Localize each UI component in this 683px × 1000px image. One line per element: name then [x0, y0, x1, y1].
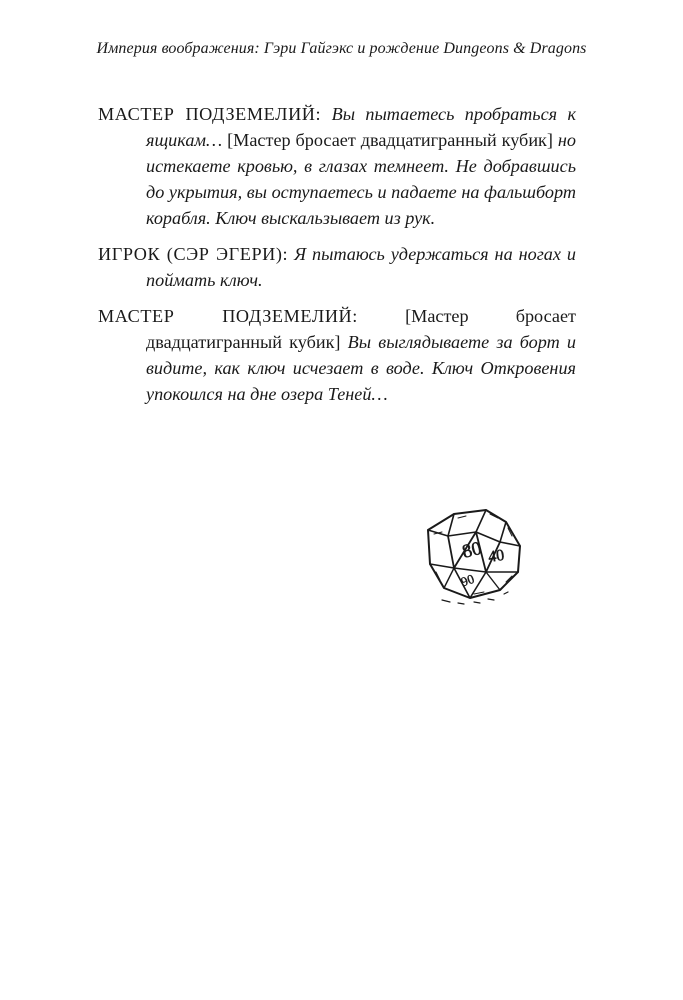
line-text: но истекаете кровью, в глазах темнеет. Не добравшись до укрытия, вы оступаетесь и падаете на фальшборт корабля. Ключ выскальзывает из рук.: [146, 130, 576, 228]
stage-direction: [Мастер бросает двадцатигранный кубик]: [227, 130, 553, 150]
die-face-number: 40: [487, 546, 506, 566]
line-text: Вы выглядываете за борт и видите, как ключ исчезает в воде. Ключ Откровения упокоился на дне озера Теней…: [146, 332, 576, 404]
dialogue-entry: [98, 241, 576, 293]
percentile-die-icon: [414, 502, 534, 606]
line-text: Вы пытаетесь пробраться к ящикам…: [146, 104, 576, 150]
speaker-label: ИГРОК (СЭР ЭГЕРИ):: [98, 244, 289, 264]
running-head: Империя воображения: Гэри Гайгэкс и рождение Dungeons & Dragons: [96, 40, 587, 57]
dialogue-body: [98, 101, 576, 417]
speaker-label: МАСТЕР ПОДЗЕМЕЛИЙ:: [98, 104, 322, 124]
dialogue-entry: [98, 303, 576, 407]
die-face-number: 80: [460, 537, 484, 563]
dialogue-entry: [98, 101, 576, 231]
line-text: Я пытаюсь удержаться на ногах и поймать ключ.: [146, 244, 576, 290]
speaker-label: МАСТЕР ПОДЗЕМЕЛИЙ:: [98, 306, 358, 326]
stage-direction: [Мастер бросает двадцатигранный кубик]: [146, 306, 576, 352]
die-face-number: 06: [459, 571, 477, 590]
